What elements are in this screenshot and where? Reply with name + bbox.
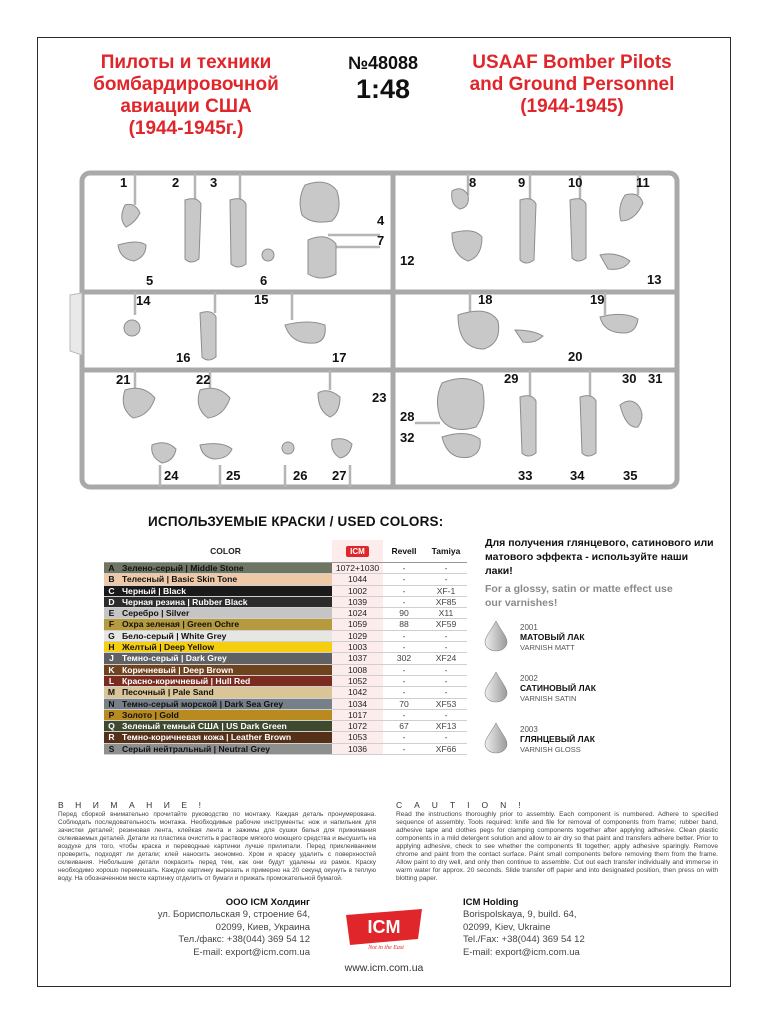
varnish-gloss-drop-icon xyxy=(484,722,508,754)
color-revell-code: - xyxy=(383,675,425,686)
color-tamiya-code: XF59 xyxy=(425,619,467,630)
color-name: Желтый | Deep Yellow xyxy=(119,642,332,653)
color-row xyxy=(104,653,467,664)
product-code: №48088 xyxy=(347,53,419,73)
color-icm-code: 1037 xyxy=(332,653,383,664)
varnish-code: 2001 xyxy=(520,623,538,632)
warning-text-en: Read the instructions thoroughly prior to assembly. Each component is numbered. Adhere to specified sequence of assembly. Tools required: knife and file for removal of components from frame; rubber band, adhesive tape and clothes pegs for clamping components together after applying adhesive. Clean plastic components in a mild detergent solution and allow to air dry so that paint and transfers adhere better. Prior to applying adhesive, check to see whether the components fit together; apply adhesive sparingly. Remove chrome and paint from the contact surface. Paint small components before removing them from the frame. Allow paint to dry well, and only then continue to assemble. Cut out each transfer individually and immerse in warm water for approx. 20 seconds. Slide transfer off paper and into designated position, then press on with blotting paper. xyxy=(396,811,718,882)
part-number: 26 xyxy=(293,468,308,483)
color-revell-code: 67 xyxy=(383,721,425,732)
color-icm-code: 1002 xyxy=(332,585,383,596)
color-row xyxy=(104,709,467,720)
varnish-name-ru: ГЛЯНЦЕВЫЙ ЛАК xyxy=(520,734,595,744)
color-name: Красно-коричневый | Hull Red xyxy=(119,675,332,686)
color-letter: L xyxy=(104,675,119,686)
part-number: 6 xyxy=(260,273,268,288)
address-line: 02099, Киев, Украина xyxy=(215,921,310,933)
part-number: 31 xyxy=(648,371,663,386)
part-number: 35 xyxy=(623,468,638,483)
part-number: 30 xyxy=(622,371,637,386)
color-name: Черный | Black xyxy=(119,585,332,596)
header-revell: Revell xyxy=(383,540,425,563)
website-link[interactable]: www.icm.com.ua xyxy=(344,962,424,974)
address-line: Borispolskaya, 9, build. 64, xyxy=(463,909,577,921)
color-row xyxy=(104,664,467,675)
color-icm-code: 1034 xyxy=(332,698,383,709)
varnish-name-ru: САТИНОВЫЙ ЛАК xyxy=(520,683,596,693)
color-letter: Q xyxy=(104,721,119,732)
color-name: Серый нейтральный | Neutral Grey xyxy=(119,743,332,754)
color-tamiya-code: - xyxy=(425,563,467,574)
varnish-name-en: VARNISH GLOSS xyxy=(520,745,581,754)
color-row xyxy=(104,574,467,585)
color-revell-code: - xyxy=(383,563,425,574)
color-tamiya-code: - xyxy=(425,687,467,698)
part-number: 25 xyxy=(226,468,241,483)
warning-title-ru: ВНИМАНИЕ! xyxy=(58,800,213,810)
color-revell-code: - xyxy=(383,664,425,675)
title-english: USAAF Bomber Pilots and Ground Personnel (1944-1945) xyxy=(469,52,675,117)
color-row xyxy=(104,563,467,574)
color-name: Песочный | Pale Sand xyxy=(119,687,332,698)
color-row xyxy=(104,743,467,754)
color-letter: K xyxy=(104,664,119,675)
color-tamiya-code: - xyxy=(425,675,467,686)
color-letter: D xyxy=(104,596,119,607)
color-name: Телесный | Basic Skin Tone xyxy=(119,574,332,585)
color-tamiya-code: XF85 xyxy=(425,596,467,607)
color-row xyxy=(104,642,467,653)
title-russian: Пилоты и техники бомбардировочной авиации США (1944-1945г.) xyxy=(93,52,279,139)
address-email: E-mail: export@icm.com.ua xyxy=(193,946,310,958)
part-number: 8 xyxy=(469,175,477,190)
color-icm-code: 1044 xyxy=(332,574,383,585)
part-number: 21 xyxy=(116,372,131,387)
header-icm xyxy=(332,540,383,563)
varnish-promo-en: For a glossy, satin or matte effect use our varnishes! xyxy=(485,583,673,609)
color-name: Черная резина | Rubber Black xyxy=(119,596,332,607)
header-color: COLOR xyxy=(119,540,332,563)
varnish-matt-drop-icon xyxy=(484,620,508,652)
part-number: 24 xyxy=(164,468,179,483)
color-icm-code: 1052 xyxy=(332,675,383,686)
color-tamiya-code: X11 xyxy=(425,608,467,619)
part-number: 19 xyxy=(590,292,605,307)
color-revell-code: 302 xyxy=(383,653,425,664)
color-row xyxy=(104,596,467,607)
part-number: 18 xyxy=(478,292,493,307)
color-revell-code: - xyxy=(383,642,425,653)
color-name: Зеленый темный США | US Dark Green xyxy=(119,721,332,732)
color-revell-code: - xyxy=(383,687,425,698)
color-revell-code: - xyxy=(383,732,425,743)
sprue-illustration xyxy=(60,165,700,495)
color-tamiya-code: - xyxy=(425,664,467,675)
color-letter: H xyxy=(104,642,119,653)
varnish-promo-ru: Для получения глянцевого, сатинового или матового эффекта - используйте наши лаки! xyxy=(485,537,714,577)
part-number: 27 xyxy=(332,468,347,483)
color-tamiya-code: - xyxy=(425,642,467,653)
color-row xyxy=(104,619,467,630)
part-number: 29 xyxy=(504,371,519,386)
color-tamiya-code: - xyxy=(425,630,467,641)
color-row xyxy=(104,732,467,743)
color-name: Темно-серый морской | Dark Sea Grey xyxy=(119,698,332,709)
header-tamiya: Tamiya xyxy=(425,540,467,563)
color-row xyxy=(104,585,467,596)
color-revell-code: - xyxy=(383,630,425,641)
header-letter xyxy=(104,540,119,563)
icm-logo-small: ICM xyxy=(346,546,369,557)
color-name: Охра зеленая | Green Ochre xyxy=(119,619,332,630)
color-revell-code: - xyxy=(383,743,425,754)
part-number: 4 xyxy=(377,213,385,228)
colors-table xyxy=(104,540,467,755)
color-tamiya-code: - xyxy=(425,574,467,585)
color-tamiya-code: XF24 xyxy=(425,653,467,664)
color-letter: S xyxy=(104,743,119,754)
varnish-code: 2002 xyxy=(520,674,538,683)
part-number: 32 xyxy=(400,430,415,445)
warning-text-ru: Перед сборкой внимательно прочитайте руководство по монтажу. Каждая деталь пронумерована. Соблюдать последовательность монтажа. Необходимые рабочие инструменты: нож и напильник для зачистки деталей; резиновая лента, клейкая лента и зажимы для сушки белья для прижимания склеиваемых деталей. Детали из пластика очистить в растворе мягкого моющего средства и высушить на воздухе для того, чтобы краска и переводные картинки лучше прилипали. Перед приклеиванием проверить, подходят ли детали; клей наносить экономно. Хром и краску удалить с поверхностей склеивания. Небольшие детали покрасить перед тем, как они будут удалены из рамок. Краску необходимо хорошо перемешать. Каждую картинку вырезать и примерно на 20 секунд окунуть в теплую воду. На обозначенном месте картинку отделить от бумаги и прижать промокательной бумагой. xyxy=(58,811,376,882)
color-revell-code: 70 xyxy=(383,698,425,709)
color-icm-code: 1024 xyxy=(332,608,383,619)
part-number: 34 xyxy=(570,468,585,483)
color-revell-code: 88 xyxy=(383,619,425,630)
address-phone: Tel./Fax: +38(044) 369 54 12 xyxy=(463,934,585,946)
color-icm-code: 1042 xyxy=(332,687,383,698)
part-number: 16 xyxy=(176,350,191,365)
color-name: Золото | Gold xyxy=(119,709,332,720)
color-letter: R xyxy=(104,732,119,743)
color-icm-code: 1017 xyxy=(332,709,383,720)
color-letter: A xyxy=(104,563,119,574)
color-revell-code: - xyxy=(383,574,425,585)
address-en xyxy=(463,897,663,959)
color-revell-code: - xyxy=(383,596,425,607)
color-name: Серебро | Silver xyxy=(119,608,332,619)
warning-title-en: CAUTION! xyxy=(396,800,533,810)
color-letter: C xyxy=(104,585,119,596)
color-row xyxy=(104,721,467,732)
address-ru xyxy=(110,897,310,959)
part-number: 13 xyxy=(647,272,662,287)
color-icm-code: 1072 xyxy=(332,721,383,732)
color-revell-code: - xyxy=(383,709,425,720)
company-name-en: ICM Holding xyxy=(463,897,519,908)
color-name: Темно-коричневая кожа | Leather Brown xyxy=(119,732,332,743)
address-line: ул. Бориспольская 9, строение 64, xyxy=(157,909,310,921)
color-letter: G xyxy=(104,630,119,641)
color-tamiya-code: XF-1 xyxy=(425,585,467,596)
icm-logo xyxy=(342,905,426,951)
color-name: Бело-серый | White Grey xyxy=(119,630,332,641)
color-letter: E xyxy=(104,608,119,619)
color-tamiya-code: XF13 xyxy=(425,721,467,732)
color-row xyxy=(104,687,467,698)
colors-table-header xyxy=(104,540,467,563)
color-tamiya-code: - xyxy=(425,709,467,720)
color-row xyxy=(104,608,467,619)
color-icm-code: 1003 xyxy=(332,642,383,653)
varnish-name-ru: МАТОВЫЙ ЛАК xyxy=(520,632,585,642)
address-line: 02099, Kiev, Ukraine xyxy=(463,921,551,933)
color-letter: B xyxy=(104,574,119,585)
varnish-name-en: VARNISH SATIN xyxy=(520,694,577,703)
color-revell-code: 90 xyxy=(383,608,425,619)
color-revell-code: - xyxy=(383,585,425,596)
part-number: 9 xyxy=(518,175,526,190)
color-tamiya-code: XF53 xyxy=(425,698,467,709)
color-name: Зелено-серый | Middle Stone xyxy=(119,563,332,574)
color-letter: P xyxy=(104,709,119,720)
color-icm-code: 1059 xyxy=(332,619,383,630)
color-icm-code: 1008 xyxy=(332,664,383,675)
logo-text: ICM xyxy=(367,917,401,937)
part-number: 2 xyxy=(172,175,180,190)
part-number: 15 xyxy=(254,292,269,307)
logo-tagline: Not in the East xyxy=(368,945,404,951)
address-email: E-mail: export@icm.com.ua xyxy=(463,946,580,958)
color-letter: F xyxy=(104,619,119,630)
address-phone: Тел./факс: +38(044) 369 54 12 xyxy=(178,934,310,946)
color-icm-code: 1036 xyxy=(332,743,383,754)
color-letter: M xyxy=(104,687,119,698)
part-number: 33 xyxy=(518,468,533,483)
part-number: 20 xyxy=(568,349,583,364)
color-row xyxy=(104,698,467,709)
part-number: 28 xyxy=(400,409,415,424)
color-icm-code: 1072+1030 xyxy=(332,563,383,574)
color-tamiya-code: - xyxy=(425,732,467,743)
varnish-name-en: VARNISH MATT xyxy=(520,643,575,652)
color-icm-code: 1039 xyxy=(332,596,383,607)
color-row xyxy=(104,630,467,641)
part-number: 22 xyxy=(196,372,211,387)
color-icm-code: 1053 xyxy=(332,732,383,743)
part-number: 3 xyxy=(210,175,218,190)
color-letter: N xyxy=(104,698,119,709)
varnish-satin-drop-icon xyxy=(484,671,508,703)
color-icm-code: 1029 xyxy=(332,630,383,641)
part-number: 23 xyxy=(372,390,387,405)
color-tamiya-code: XF66 xyxy=(425,743,467,754)
part-number: 5 xyxy=(146,273,154,288)
color-letter: J xyxy=(104,653,119,664)
color-name: Темно-серый | Dark Grey xyxy=(119,653,332,664)
part-number: 17 xyxy=(332,350,347,365)
part-number: 12 xyxy=(400,253,415,268)
color-row xyxy=(104,675,467,686)
part-number: 11 xyxy=(636,175,650,190)
company-name-ru: ООО ICM Холдинг xyxy=(225,897,310,908)
part-number: 14 xyxy=(136,293,151,308)
scale-label: 1:48 xyxy=(355,74,411,104)
color-name: Коричневый | Deep Brown xyxy=(119,664,332,675)
part-number: 1 xyxy=(120,175,128,190)
part-number: 7 xyxy=(377,233,385,248)
varnish-code: 2003 xyxy=(520,725,538,734)
part-number: 10 xyxy=(568,175,583,190)
colors-heading: ИСПОЛЬЗУЕМЫЕ КРАСКИ / USED COLORS: xyxy=(148,514,444,529)
